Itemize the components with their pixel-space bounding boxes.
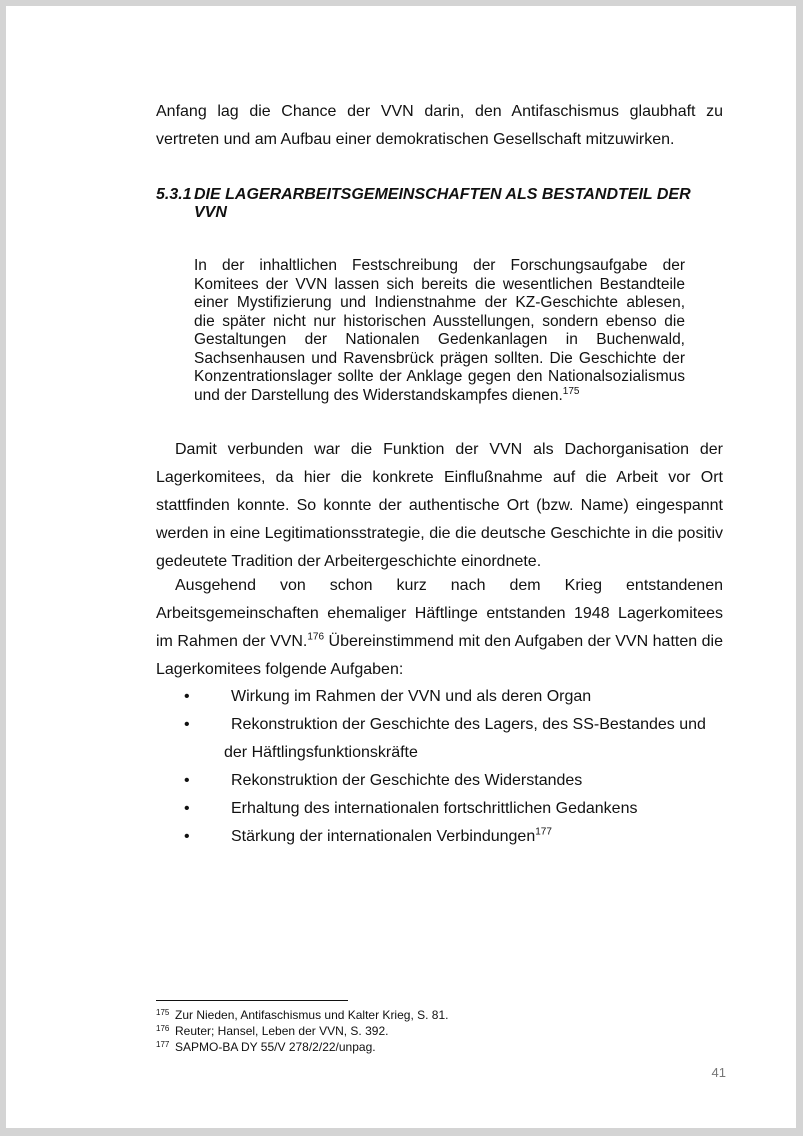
bullet-icon: •	[184, 716, 190, 733]
bullet-icon: •	[184, 828, 190, 845]
footnotes	[156, 1007, 723, 1055]
footnote-separator	[156, 1000, 348, 1001]
list-item-text-main: Stärkung der internationalen Verbindungen	[231, 828, 536, 845]
paragraph-committees-part2: Übereinstimmend mit den Aufgaben der VVN hatten die Lagerkomitees folgende Aufgaben:	[156, 633, 723, 678]
bullet-icon: •	[184, 688, 190, 705]
paragraph-committees	[156, 572, 723, 684]
list-item-text: Rekonstruktion der Geschichte des Lagers, des SS-Bestandes und	[231, 716, 706, 733]
list-item-text	[231, 823, 723, 851]
task-list	[156, 683, 723, 851]
list-item	[156, 683, 723, 711]
page-number: 41	[711, 1065, 726, 1080]
bullet-icon: •	[184, 800, 190, 817]
paragraph-committees-part1: Ausgehend von schon kurz nach dem Krieg entstandenen Arbeitsgemeinschaften ehemaliger Häftlinge entstanden 1948 Lagerkomitees im Rahmen der VVN.	[156, 577, 723, 650]
footnote	[156, 1007, 723, 1023]
list-item-text: Wirkung im Rahmen der VVN und als deren Organ	[231, 688, 592, 705]
footnote-ref-177[interactable]: 177	[535, 826, 552, 838]
section-heading	[156, 186, 723, 222]
footnote-ref-176[interactable]: 176	[307, 631, 325, 643]
section-title: DIE LAGERARBEITSGEMEINSCHAFTEN ALS BESTANDTEIL DER VVN	[194, 186, 691, 221]
document-page	[6, 6, 796, 1128]
list-item	[156, 767, 723, 795]
quote-text: In der inhaltlichen Festschreibung der Forschungsaufgabe der Komitees der VVN lassen sich bereits die wesentlichen Bestandteile einer Mystifizierung und Indienstnahme der KZ-Geschichte ablesen, die später nicht nur historischen Ausstellungen, sondern ebenso die Gestaltungen der Nationalen Gedenkanlagen in Buchenwald, Sachsenhausen und Ravensbrück prägen sollten. Die Geschichte der Konzentrationslager sollte der Anklage gegen den Nationalsozialismus und der Darstellung des Widerstandskampfes dienen.	[194, 257, 685, 404]
footnote-text: Reuter; Hansel, Leben der VVN, S. 392.	[175, 1024, 389, 1038]
bullet-icon: •	[184, 772, 190, 789]
footnote-text: SAPMO-BA DY 55/V 278/2/22/unpag.	[175, 1040, 376, 1054]
list-item	[156, 711, 723, 767]
block-quote	[194, 257, 685, 405]
footnote-text: Zur Nieden, Antifaschismus und Kalter Krieg, S. 81.	[175, 1008, 449, 1022]
footnote	[156, 1039, 723, 1055]
footnote-ref-175[interactable]: 175	[562, 385, 580, 397]
list-item-text: Erhaltung des internationalen fortschrittlichen Gedankens	[231, 800, 638, 817]
list-item-text: Rekonstruktion der Geschichte des Widerstandes	[231, 772, 583, 789]
footnote-number: 177	[156, 1040, 170, 1049]
footnote	[156, 1023, 723, 1039]
paragraph-function: Damit verbunden war die Funktion der VVN als Dachorganisation der Lagerkomitees, da hier die konkrete Einflußnahme auf die Arbeit vor Ort stattfinden konnte. So konnte der authentische Ort (bzw. Name) eingespannt werden in eine Legitimationsstrategie, die die deutsche Geschichte in die positiv gedeutete Tradition der Arbeitergeschichte einordnete.	[156, 441, 723, 570]
list-item-text-continued: der Häftlingsfunktionskräfte	[224, 744, 418, 761]
list-item	[156, 795, 723, 823]
paragraph-intro: Anfang lag die Chance der VVN darin, den Antifaschismus glaubhaft zu vertreten und am Aufbau einer demokratischen Gesellschaft mitzuwirken.	[156, 103, 723, 148]
footnote-number: 176	[156, 1024, 170, 1033]
section-number: 5.3.1	[156, 186, 192, 203]
footnote-number: 175	[156, 1008, 170, 1017]
list-item	[156, 823, 723, 851]
